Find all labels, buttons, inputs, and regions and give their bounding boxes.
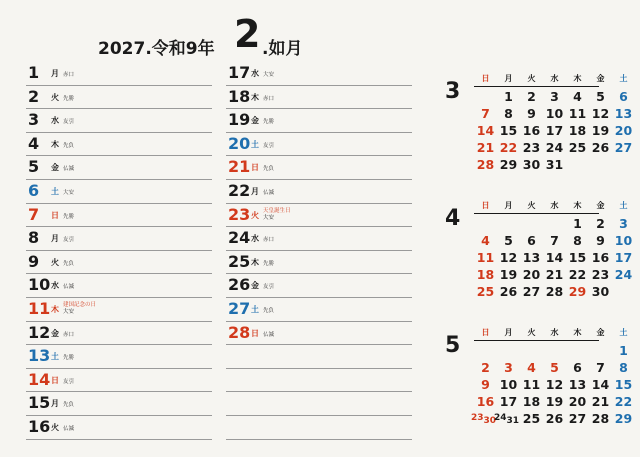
day-number: 7 <box>28 204 40 224</box>
day-row <box>26 369 212 393</box>
day-number: 22 <box>228 180 251 200</box>
day-row <box>26 298 212 322</box>
weekday-label: 火 <box>51 422 59 432</box>
rokuyo-label: 友引 <box>263 284 275 291</box>
rokuyo-label: 友引 <box>63 237 75 244</box>
mini-day: 10 <box>545 106 564 121</box>
mini-weekday: 火 <box>527 74 536 83</box>
mini-day: 16 <box>522 123 541 138</box>
day-number: 18 <box>228 86 251 106</box>
weekday-label: 金 <box>51 163 59 173</box>
rokuyo-label: 大安 <box>63 189 75 196</box>
mini-weekday: 水 <box>550 328 559 337</box>
mini-day: 31 <box>545 157 564 172</box>
weekday-label: 水 <box>51 281 59 291</box>
rokuyo-label: 仏滅 <box>63 166 75 173</box>
empty-row <box>226 369 412 393</box>
weekday-label: 木 <box>51 139 59 149</box>
mini-day-pair <box>494 413 520 426</box>
mini-day: 3 <box>619 216 628 231</box>
rokuyo-label: 先勝 <box>63 95 75 102</box>
day-row <box>26 322 212 346</box>
mini-day-pair <box>471 413 497 426</box>
rokuyo-label: 大安 <box>263 214 275 221</box>
mini-day <box>497 343 520 360</box>
day-number: 23 <box>228 204 251 224</box>
mini-week <box>474 123 635 140</box>
rokuyo-label: 大安 <box>63 308 75 315</box>
mini-day <box>612 157 635 174</box>
mini-weekday: 月 <box>504 74 513 83</box>
day-number: 21 <box>228 157 251 177</box>
mini-day <box>566 157 589 174</box>
year-label: 2027.令和9年 <box>98 39 215 59</box>
day-column-left <box>26 62 212 440</box>
mini-day: 22 <box>568 267 587 282</box>
day-number: 5 <box>28 157 40 177</box>
mini-day: 30 <box>522 157 541 172</box>
mini-week <box>474 216 635 233</box>
day-number: 3 <box>28 110 40 130</box>
rokuyo-label: 先負 <box>263 307 275 314</box>
holiday-name: 建国記念の日 <box>63 301 97 308</box>
weekday-label: 火 <box>51 92 59 102</box>
mini-day-top: 24 <box>494 413 507 423</box>
mini-month-number: 4 <box>445 206 461 231</box>
rokuyo-label: 先勝 <box>263 260 275 267</box>
mini-day: 9 <box>481 377 490 392</box>
rokuyo-label: 赤口 <box>263 237 275 244</box>
mini-day <box>520 343 543 360</box>
mini-day: 19 <box>499 267 518 282</box>
mini-day: 7 <box>481 106 490 121</box>
mini-weekday: 日 <box>481 328 490 337</box>
day-row <box>226 133 412 157</box>
mini-weekday: 土 <box>619 74 628 83</box>
mini-day: 6 <box>573 360 582 375</box>
day-row <box>26 345 212 369</box>
mini-weekday: 火 <box>527 201 536 210</box>
mini-day: 19 <box>591 123 610 138</box>
rokuyo-label: 友引 <box>263 142 275 149</box>
day-number: 8 <box>28 228 40 248</box>
rokuyo-label: 先勝 <box>63 213 75 220</box>
mini-day: 14 <box>476 123 495 138</box>
weekday-label: 火 <box>251 210 259 220</box>
weekday-label: 木 <box>251 257 259 267</box>
mini-day: 21 <box>591 394 610 409</box>
mini-weekday-header <box>474 327 635 338</box>
rokuyo-label: 仏滅 <box>263 189 275 196</box>
mini-day: 2 <box>596 216 605 231</box>
mini-day: 28 <box>591 411 610 426</box>
mini-day <box>589 343 612 360</box>
mini-day: 5 <box>504 233 513 248</box>
mini-day: 24 <box>545 140 564 155</box>
mini-day: 3 <box>550 89 559 104</box>
rokuyo-label: 赤口 <box>63 331 75 338</box>
day-row <box>26 416 212 440</box>
mini-week <box>474 233 635 250</box>
rokuyo-label: 友引 <box>63 378 75 385</box>
mini-week <box>471 411 635 428</box>
rokuyo-label: 仏滅 <box>63 284 75 291</box>
day-number: 12 <box>28 322 51 342</box>
weekday-label: 日 <box>51 375 59 385</box>
mini-day <box>543 216 566 233</box>
day-row <box>226 227 412 251</box>
mini-day: 26 <box>545 411 564 426</box>
rokuyo-label: 先負 <box>63 260 75 267</box>
empty-row <box>226 416 412 440</box>
mini-day: 26 <box>591 140 610 155</box>
mini-day: 9 <box>527 106 536 121</box>
mini-day: 23 <box>522 140 541 155</box>
mini-day: 4 <box>573 89 582 104</box>
day-row <box>26 251 212 275</box>
mini-day-bottom: 31 <box>506 416 520 426</box>
mini-grid <box>471 327 635 428</box>
mini-day: 15 <box>614 377 633 392</box>
weekday-label: 月 <box>251 186 259 196</box>
day-row <box>226 62 412 86</box>
day-number: 6 <box>28 180 40 200</box>
mini-week <box>474 377 635 394</box>
mini-day: 12 <box>545 377 564 392</box>
day-number: 10 <box>28 275 51 295</box>
day-row <box>26 62 212 86</box>
day-row <box>226 156 412 180</box>
mini-day: 7 <box>550 233 559 248</box>
weekday-label: 月 <box>51 399 59 409</box>
mini-day: 11 <box>522 377 541 392</box>
day-row <box>26 204 212 228</box>
mini-day: 4 <box>481 233 490 248</box>
mini-day-bottom: 30 <box>483 416 497 426</box>
mini-day: 23 <box>591 267 610 282</box>
day-row <box>26 109 212 133</box>
mini-weekday-header <box>474 73 635 84</box>
mini-rule <box>474 86 599 87</box>
mini-day: 25 <box>522 411 541 426</box>
day-row <box>226 274 412 298</box>
mini-day: 17 <box>614 250 633 265</box>
day-number: 20 <box>228 133 251 153</box>
mini-day <box>520 216 543 233</box>
mini-day: 8 <box>619 360 628 375</box>
mini-day: 29 <box>499 157 518 172</box>
day-number: 26 <box>228 275 251 295</box>
mini-day: 15 <box>568 250 587 265</box>
mini-day: 12 <box>499 250 518 265</box>
mini-day: 14 <box>545 250 564 265</box>
mini-day: 24 <box>614 267 633 282</box>
day-row <box>226 298 412 322</box>
mini-day: 5 <box>550 360 559 375</box>
day-number: 15 <box>28 393 51 413</box>
mini-day <box>474 343 497 360</box>
mini-day: 14 <box>591 377 610 392</box>
mini-day: 11 <box>476 250 495 265</box>
mini-day: 5 <box>596 89 605 104</box>
mini-day: 20 <box>568 394 587 409</box>
rokuyo-label: 赤口 <box>263 95 275 102</box>
mini-day: 12 <box>591 106 610 121</box>
day-row <box>226 180 412 204</box>
mini-week <box>474 250 635 267</box>
day-number: 16 <box>28 416 51 436</box>
mini-day <box>474 89 497 106</box>
calendar-header <box>98 12 303 59</box>
mini-month-number: 5 <box>445 333 461 358</box>
day-number: 2 <box>28 86 40 106</box>
mini-weekday: 水 <box>550 201 559 210</box>
rokuyo-label: 先負 <box>63 142 75 149</box>
mini-day <box>497 216 520 233</box>
mini-weekday: 金 <box>596 328 605 337</box>
day-row <box>26 180 212 204</box>
rokuyo-label: 大安 <box>263 72 275 78</box>
mini-weekday: 水 <box>550 74 559 83</box>
mini-week <box>474 157 635 174</box>
mini-day: 28 <box>476 157 495 172</box>
rokuyo-label: 先勝 <box>63 355 75 362</box>
day-row <box>26 156 212 180</box>
mini-grid <box>474 73 635 174</box>
weekday-label: 金 <box>251 281 259 291</box>
day-row <box>226 322 412 346</box>
mini-weekday: 日 <box>481 74 490 83</box>
mini-day: 13 <box>522 250 541 265</box>
day-number: 17 <box>228 63 251 82</box>
mini-day: 16 <box>591 250 610 265</box>
mini-day: 20 <box>614 123 633 138</box>
holiday-note <box>63 302 96 316</box>
day-number: 11 <box>28 298 51 318</box>
day-number: 4 <box>28 133 40 153</box>
rokuyo-label: 仏滅 <box>63 425 75 432</box>
mini-day: 10 <box>499 377 518 392</box>
mini-week <box>474 267 635 284</box>
mini-day: 29 <box>568 284 587 299</box>
weekday-label: 土 <box>251 139 259 149</box>
mini-grid <box>474 200 635 301</box>
day-number: 14 <box>28 369 51 389</box>
rokuyo-label: 先負 <box>63 402 75 409</box>
rokuyo-label: 先勝 <box>263 119 275 126</box>
mini-day: 1 <box>619 343 628 358</box>
rokuyo-label: 友引 <box>63 119 75 126</box>
weekday-label: 土 <box>51 186 59 196</box>
weekday-label: 日 <box>51 210 59 220</box>
mini-day: 1 <box>504 89 513 104</box>
mini-week <box>474 284 635 301</box>
day-row <box>226 251 412 275</box>
day-number: 13 <box>28 346 51 366</box>
weekday-label: 金 <box>251 116 259 126</box>
day-row <box>26 86 212 110</box>
mini-weekday-header <box>474 200 635 211</box>
mini-day: 2 <box>527 89 536 104</box>
mini-day: 17 <box>499 394 518 409</box>
mini-weekday: 月 <box>504 201 513 210</box>
day-number: 25 <box>228 251 251 271</box>
mini-week <box>474 394 635 411</box>
weekday-label: 水 <box>251 69 259 78</box>
day-column-right <box>226 62 412 440</box>
mini-day: 7 <box>596 360 605 375</box>
weekday-label: 木 <box>251 92 259 102</box>
day-number: 24 <box>228 228 251 248</box>
mini-rule <box>474 340 599 341</box>
day-row <box>26 274 212 298</box>
weekday-label: 土 <box>51 352 59 362</box>
mini-day: 19 <box>545 394 564 409</box>
day-number: 9 <box>28 251 40 271</box>
mini-week <box>474 360 635 377</box>
mini-day: 27 <box>522 284 541 299</box>
mini-week <box>474 140 635 157</box>
weekday-label: 水 <box>251 234 259 244</box>
weekday-label: 月 <box>51 234 59 244</box>
mini-day: 8 <box>504 106 513 121</box>
mini-day: 13 <box>568 377 587 392</box>
mini-day: 6 <box>619 89 628 104</box>
day-number: 19 <box>228 110 251 130</box>
mini-day <box>474 216 497 233</box>
mini-day: 27 <box>568 411 587 426</box>
mini-week <box>474 343 635 360</box>
weekday-label: 土 <box>251 304 259 314</box>
mini-weekday: 火 <box>527 328 536 337</box>
mini-day: 11 <box>568 106 587 121</box>
mini-weekday: 月 <box>504 328 513 337</box>
weekday-label: 月 <box>51 69 59 78</box>
mini-day: 3 <box>504 360 513 375</box>
day-number: 1 <box>28 63 40 82</box>
day-row <box>226 109 412 133</box>
holiday-name: 天皇誕生日 <box>263 207 291 214</box>
mini-day <box>589 157 612 174</box>
mini-day: 21 <box>545 267 564 282</box>
mini-day: 25 <box>568 140 587 155</box>
rokuyo-label: 先負 <box>263 166 275 173</box>
mini-day: 25 <box>476 284 495 299</box>
day-row <box>226 86 412 110</box>
mini-day: 10 <box>614 233 633 248</box>
mini-day: 20 <box>522 267 541 282</box>
mini-weekday: 金 <box>596 74 605 83</box>
mini-day: 16 <box>476 394 495 409</box>
day-row <box>26 133 212 157</box>
mini-day: 28 <box>545 284 564 299</box>
mini-weekday: 木 <box>573 201 582 210</box>
mini-day: 21 <box>476 140 495 155</box>
mini-rule <box>474 213 599 214</box>
mini-day-top: 23 <box>471 413 484 423</box>
mini-day: 15 <box>499 123 518 138</box>
mini-weekday: 木 <box>573 328 582 337</box>
mini-day: 18 <box>568 123 587 138</box>
mini-day: 29 <box>614 411 633 426</box>
mini-day: 30 <box>591 284 610 299</box>
weekday-label: 火 <box>51 257 59 267</box>
mini-day <box>566 343 589 360</box>
rokuyo-label: 赤口 <box>63 72 75 78</box>
mini-month-number: 3 <box>445 79 461 104</box>
mini-day: 18 <box>476 267 495 282</box>
mini-day: 4 <box>527 360 536 375</box>
mini-day: 1 <box>573 216 582 231</box>
holiday-note <box>263 208 291 222</box>
mini-day: 27 <box>614 140 633 155</box>
empty-row <box>226 345 412 369</box>
rokuyo-label: 仏滅 <box>263 331 275 338</box>
mini-week <box>474 106 635 123</box>
mini-day: 6 <box>527 233 536 248</box>
weekday-label: 金 <box>51 328 59 338</box>
mini-day: 18 <box>522 394 541 409</box>
mini-weekday: 木 <box>573 74 582 83</box>
mini-day: 9 <box>596 233 605 248</box>
mini-day: 13 <box>614 106 633 121</box>
day-row <box>226 204 412 228</box>
mini-day: 22 <box>499 140 518 155</box>
mini-day: 2 <box>481 360 490 375</box>
mini-day: 22 <box>614 394 633 409</box>
mini-day <box>494 411 520 428</box>
mini-week <box>474 89 635 106</box>
month-name: .如月 <box>262 39 303 59</box>
mini-weekday: 土 <box>619 328 628 337</box>
day-number: 27 <box>228 298 251 318</box>
weekday-label: 木 <box>51 304 59 314</box>
mini-weekday: 土 <box>619 201 628 210</box>
mini-day <box>543 343 566 360</box>
mini-day: 26 <box>499 284 518 299</box>
mini-day: 17 <box>545 123 564 138</box>
weekday-label: 水 <box>51 116 59 126</box>
day-row <box>26 227 212 251</box>
weekday-label: 日 <box>251 163 259 173</box>
mini-weekday: 日 <box>481 201 490 210</box>
month-number: 2 <box>234 12 261 56</box>
mini-day <box>612 284 635 301</box>
mini-day: 8 <box>573 233 582 248</box>
empty-row <box>226 392 412 416</box>
mini-weekday: 金 <box>596 201 605 210</box>
weekday-label: 日 <box>251 328 259 338</box>
day-row <box>26 392 212 416</box>
day-number: 28 <box>228 322 251 342</box>
